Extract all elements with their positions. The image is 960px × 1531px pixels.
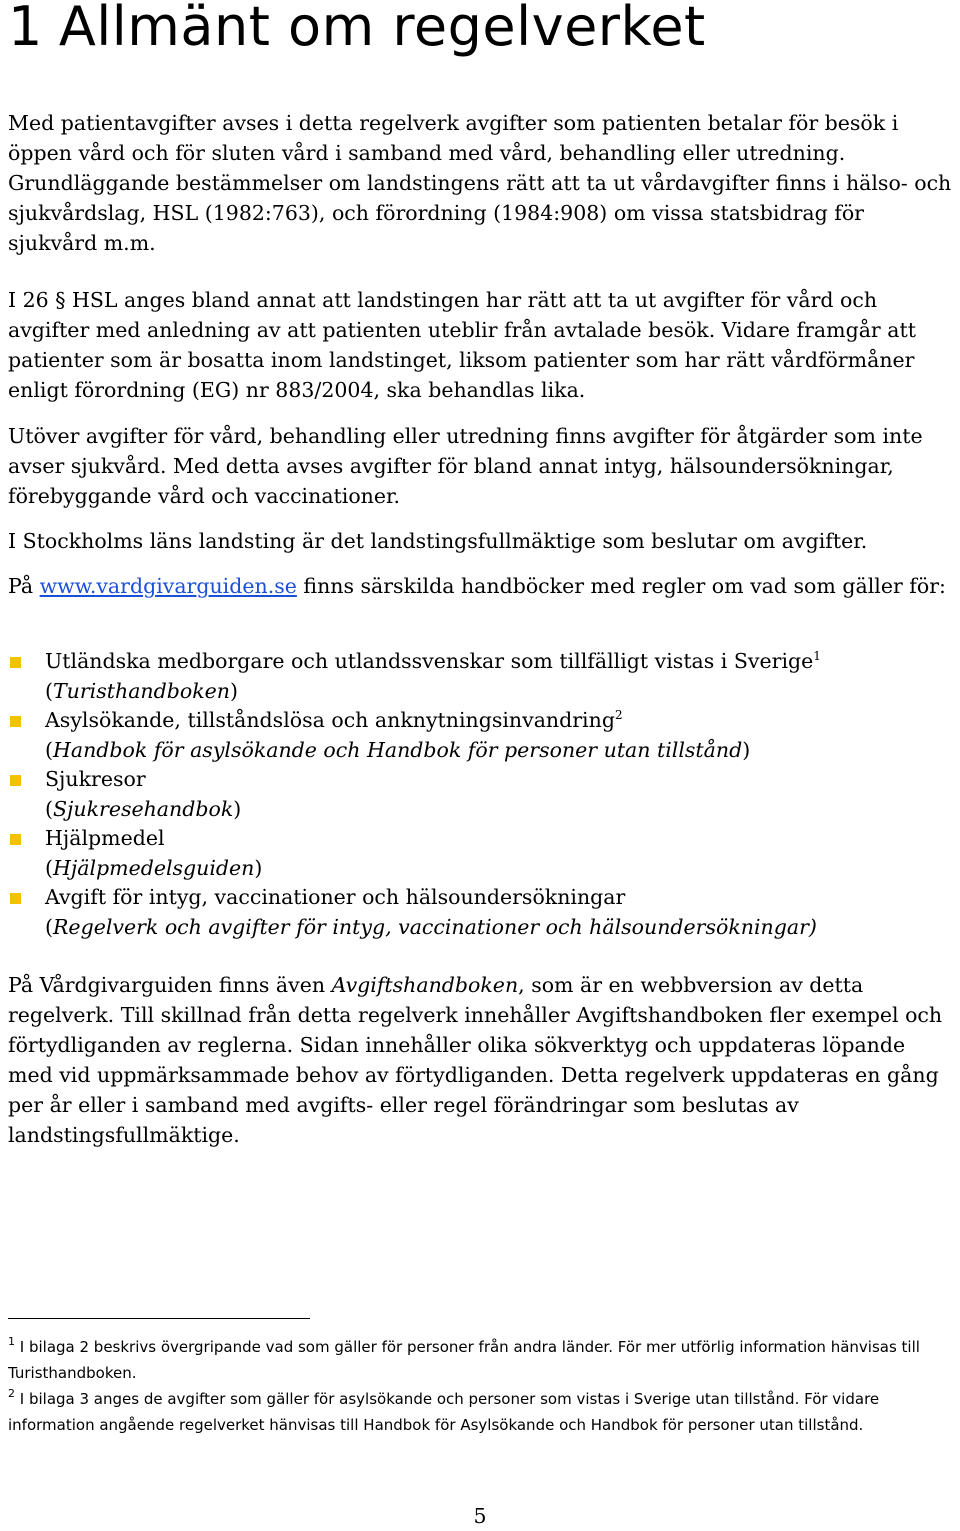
square-bullet-icon	[10, 893, 21, 904]
open-paren: (	[45, 737, 53, 762]
list-item-label	[45, 883, 952, 913]
paragraph-avgiftshandboken-prefix: På Vårdgivarguiden finns även	[8, 973, 332, 997]
open-paren: (	[45, 855, 53, 880]
footnotes	[8, 1334, 952, 1438]
list-item-handbook	[45, 736, 952, 766]
list-item	[8, 706, 952, 765]
section-heading	[8, 0, 706, 60]
square-bullet-icon	[10, 775, 21, 786]
list-item-label	[45, 765, 952, 795]
paragraph-handbooks	[8, 571, 952, 601]
open-paren: (	[45, 796, 53, 821]
footnote-reference: 2	[614, 708, 623, 722]
paragraph-avgiftshandboken	[8, 970, 952, 1150]
footnote-1	[8, 1334, 952, 1386]
paragraph-decision-text: I Stockholms läns landsting är det landstingsfullmäktige som beslutar om avgifter.	[8, 529, 868, 553]
list-item-handbook	[45, 913, 952, 943]
paragraph-handbooks-prefix: På	[8, 574, 40, 598]
footnote-1-text: I bilaga 2 beskrivs övergripande vad som gäller för personer från andra länder. För mer utförlig information hänvisas till Turisthandboken.	[8, 1338, 920, 1382]
paragraph-hsl	[8, 285, 952, 405]
handbook-title: Handbok för asylsökande och Handbok för personer utan tillstånd	[53, 737, 743, 762]
list-item-text: Sjukresor	[45, 767, 146, 791]
section-number: 1	[8, 0, 43, 58]
list-item-text: Asylsökande, tillståndslösa och anknytningsinvandring	[45, 708, 615, 732]
list-item-handbook	[45, 677, 952, 707]
handbook-title: Hjälpmedelsguiden	[53, 855, 255, 880]
list-item-text: Avgift för intyg, vaccinationer och hälsoundersökningar	[45, 885, 626, 909]
list-item-text: Utländska medborgare och utlandssvenskar som tillfälligt vistas i Sverige	[45, 649, 814, 673]
avgiftshandboken-title: Avgiftshandboken	[331, 973, 519, 997]
paragraph-handbooks-text	[8, 571, 952, 601]
paragraph-intro-text: Med patientavgifter avses i detta regelverk avgifter som patienten betalar för besök i öppen vård och för sluten vård i samband med vård, behandling eller utredning. Grundläggande bestämmelser om landstingens rätt att ta ut vårdavgifter finns i hälso- och sjukvårdslag, HSL (1982:763), och förordning (1984:908) om vissa statsbidrag för sjukvård m.m.	[8, 111, 952, 255]
handbook-title: Turisthandboken	[53, 678, 230, 703]
list-item	[8, 883, 952, 942]
paragraph-intro	[8, 108, 952, 258]
paragraph-avgiftshandboken-suffix: , som är en webbversion av detta regelverk. Till skillnad från detta regelverk innehåller Avgiftshandboken fler exempel och förtydliganden av reglerna. Sidan innehåller olika sökverktyg och uppdateras löpande med vid uppmärksammade behov av förtydliganden. Detta regelverk uppdateras en gång per år eller i samband med avgifts- eller regel förändringar som beslutas av landstingsfullmäktige.	[8, 973, 943, 1147]
list-item-text: Hjälpmedel	[45, 826, 165, 850]
footnote-1-mark: 1	[8, 1335, 15, 1348]
paragraph-decision	[8, 526, 952, 556]
handbook-title: Regelverk och avgifter för intyg, vaccinationer och hälsoundersökningar)	[53, 914, 817, 939]
vardgivarguiden-link[interactable]: www.vardgivarguiden.se	[39, 574, 297, 598]
paragraph-other-fees	[8, 421, 952, 511]
list-item	[8, 765, 952, 824]
close-paren: )	[742, 737, 751, 762]
square-bullet-icon	[10, 657, 21, 668]
handbook-title: Sjukresehandbok	[53, 796, 234, 821]
square-bullet-icon	[10, 834, 21, 845]
square-bullet-icon	[10, 716, 21, 727]
footnote-divider	[8, 1318, 310, 1319]
list-item-handbook	[45, 854, 952, 884]
open-paren: (	[45, 914, 53, 939]
footnote-2-mark: 2	[8, 1387, 15, 1400]
close-paren: )	[233, 796, 242, 821]
paragraph-hsl-text: I 26 § HSL anges bland annat att landstingen har rätt att ta ut avgifter för vård och avgifter med anledning av att patienten uteblir från avtalade besök. Vidare framgår att patienter som är bosatta inom landstinget, liksom patienter som har rätt vårdförmåner enligt förordning (EG) nr 883/2004, ska behandlas lika.	[8, 288, 916, 402]
list-item-label	[45, 647, 952, 677]
paragraph-avgiftshandboken-text	[8, 970, 952, 1150]
paragraph-other-fees-text: Utöver avgifter för vård, behandling eller utredning finns avgifter för åtgärder som inte avser sjukvård. Med detta avses avgifter för bland annat intyg, hälsoundersökningar, förebyggande vård och vaccinationer.	[8, 424, 923, 508]
close-paren: )	[229, 678, 238, 703]
list-item	[8, 824, 952, 883]
footnote-2-text: I bilaga 3 anges de avgifter som gäller för asylsökande och personer som vistas i Sverige utan tillstånd. För vidare information angående regelverket hänvisas till Handbok för Asylsökande och Handbok för personer utan tillstånd.	[8, 1390, 880, 1434]
list-item	[8, 647, 952, 706]
list-item-label	[45, 824, 952, 854]
open-paren: (	[45, 678, 53, 703]
page-number: 5	[473, 1504, 487, 1528]
footnote-reference: 1	[813, 649, 821, 663]
section-title: Allmänt om regelverket	[58, 0, 706, 58]
footnote-2	[8, 1386, 952, 1438]
paragraph-handbooks-suffix: finns särskilda handböcker med regler om vad som gäller för:	[296, 574, 946, 598]
list-item-label	[45, 706, 952, 736]
close-paren: )	[254, 855, 263, 880]
handbook-list	[8, 647, 952, 942]
list-item-handbook	[45, 795, 952, 825]
